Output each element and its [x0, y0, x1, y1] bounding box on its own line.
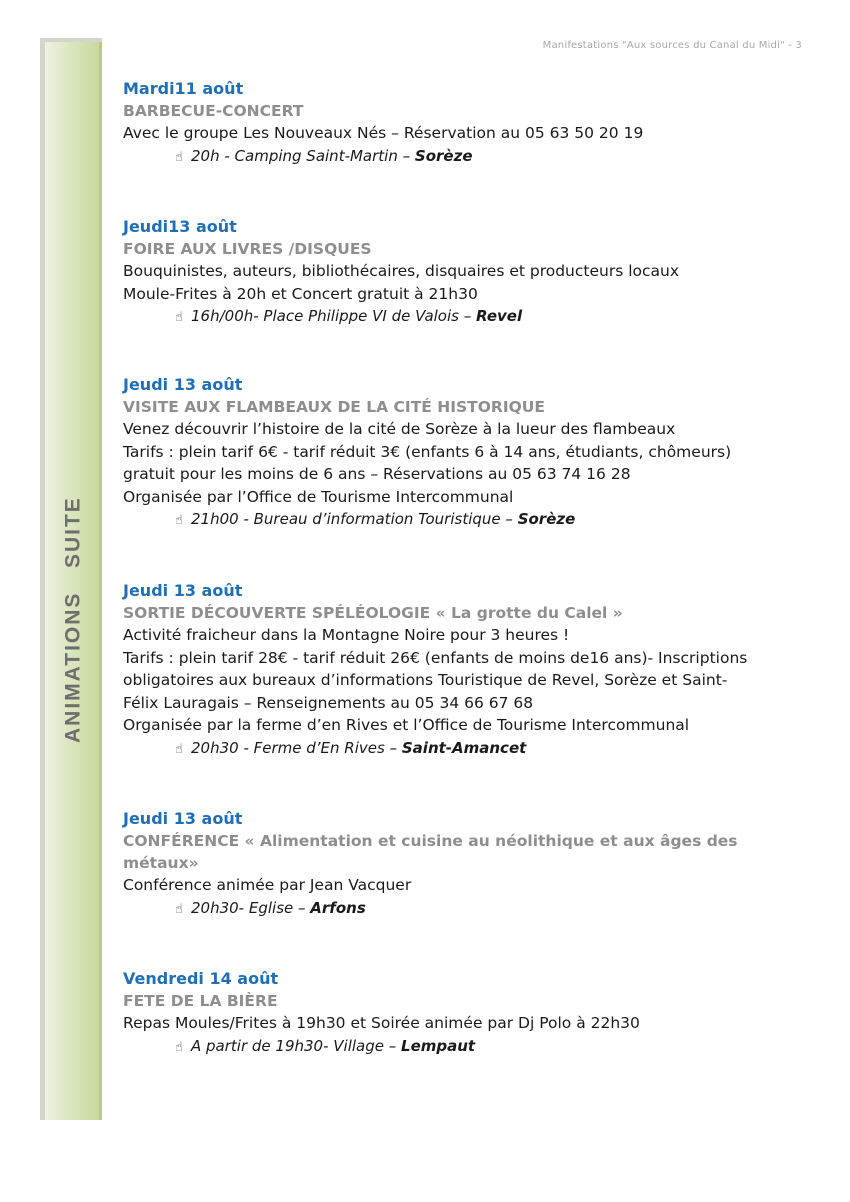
hand-pointer-icon: ☝ — [175, 513, 183, 528]
event-description-line: Tarifs : plein tarif 28€ - tarif réduit 26€ (enfants de moins de16 ans)- Inscriptions — [123, 648, 748, 667]
event-time-place: 20h30 - Ferme d’En Rives – — [191, 738, 398, 757]
event-date: Jeudi 13 août — [123, 581, 243, 600]
event-description-line: Conférence animée par Jean Vacquer — [123, 876, 412, 894]
event-town: Lempaut — [401, 1036, 476, 1055]
event-description-line: Venez découvrir l’histoire de la cité de Sorèze à la lueur des flambeaux — [123, 420, 676, 438]
event-foire-aux-livres — [123, 216, 803, 330]
sidebar-tab — [40, 38, 102, 1120]
hand-pointer-icon: ☝ — [175, 310, 183, 325]
event-town: Saint-Amancet — [401, 738, 527, 757]
event-town: Sorèze — [414, 146, 473, 165]
event-title: FOIRE AUX LIVRES /DISQUES — [123, 240, 372, 258]
event-location — [175, 737, 803, 762]
event-description-line: Félix Lauragais – Renseignements au 05 34 66 67 68 — [123, 693, 534, 712]
event-description-line: Organisée par l’Office de Tourisme Intercommunal — [123, 487, 514, 506]
event-barbecue-concert — [123, 78, 803, 169]
event-location — [175, 1035, 803, 1060]
running-header: Manifestations "Aux sources du Canal du Midi" - 3 — [542, 40, 802, 51]
event-date: Mardi11 août — [123, 79, 244, 98]
event-time-place: 16h/00h- Place Philippe VI de Valois – — [191, 307, 472, 325]
event-description-line: obligatoires aux bureaux d’informations Touristique de Revel, Sorèze et Saint- — [123, 671, 728, 689]
hand-pointer-icon: ☝ — [175, 1039, 183, 1055]
event-date: Vendredi 14 août — [123, 969, 279, 988]
event-location — [175, 508, 803, 533]
event-title: FETE DE LA BIÈRE — [123, 992, 278, 1010]
event-title: SORTIE DÉCOUVERTE SPÉLÉOLOGIE « La grotte du Calel » — [123, 604, 623, 622]
event-description-line: gratuit pour les moins de 6 ans – Réservations au 05 63 74 16 28 — [123, 465, 631, 483]
sidebar-label: ANIMATIONS SUITE — [61, 496, 85, 744]
event-description-line: Moule-Frites à 20h et Concert gratuit à 21h30 — [123, 284, 478, 303]
event-description-line: Activité fraicheur dans la Montagne Noire pour 3 heures ! — [123, 626, 570, 644]
event-location — [175, 897, 803, 922]
event-time-place: 20h - Camping Saint-Martin – — [191, 146, 411, 165]
hand-pointer-icon: ☝ — [175, 741, 183, 757]
event-date: Jeudi 13 août — [123, 809, 243, 828]
event-description-line: Tarifs : plein tarif 6€ - tarif réduit 3€ (enfants 6 à 14 ans, étudiants, chômeurs) — [123, 442, 732, 461]
event-location — [175, 145, 803, 170]
event-date: Jeudi13 août — [123, 217, 237, 236]
event-time-place: A partir de 19h30- Village – — [191, 1036, 397, 1055]
event-conference — [123, 808, 803, 921]
event-title: VISITE AUX FLAMBEAUX DE LA CITÉ HISTORIQUE — [123, 398, 545, 416]
event-date: Jeudi 13 août — [123, 375, 243, 394]
event-description-line: Repas Moules/Frites à 19h30 et Soirée animée par Dj Polo à 22h30 — [123, 1014, 640, 1032]
event-location — [175, 305, 803, 330]
hand-pointer-icon: ☝ — [175, 149, 183, 165]
event-time-place: 21h00 - Bureau d’information Touristique – — [191, 510, 513, 528]
event-town: Revel — [476, 307, 523, 325]
event-title: CONFÉRENCE « Alimentation et cuisine au néolithique et aux âges des métaux» — [123, 832, 738, 872]
event-title: BARBECUE-CONCERT — [123, 102, 304, 120]
event-description-line: Bouquinistes, auteurs, bibliothécaires, disquaires et producteurs locaux — [123, 262, 680, 280]
event-town: Sorèze — [517, 510, 576, 528]
event-time-place: 20h30- Eglise – — [191, 898, 306, 917]
event-visite-flambeaux — [123, 374, 803, 533]
event-sortie-speleologie — [123, 580, 803, 761]
event-town: Arfons — [310, 898, 366, 917]
event-description-line: Organisée par la ferme d’en Rives et l’Office de Tourisme Intercommunal — [123, 716, 690, 734]
event-fete-biere — [123, 968, 803, 1059]
event-description-line: Avec le groupe Les Nouveaux Nés – Réservation au 05 63 50 20 19 — [123, 124, 644, 142]
hand-pointer-icon: ☝ — [175, 901, 183, 917]
